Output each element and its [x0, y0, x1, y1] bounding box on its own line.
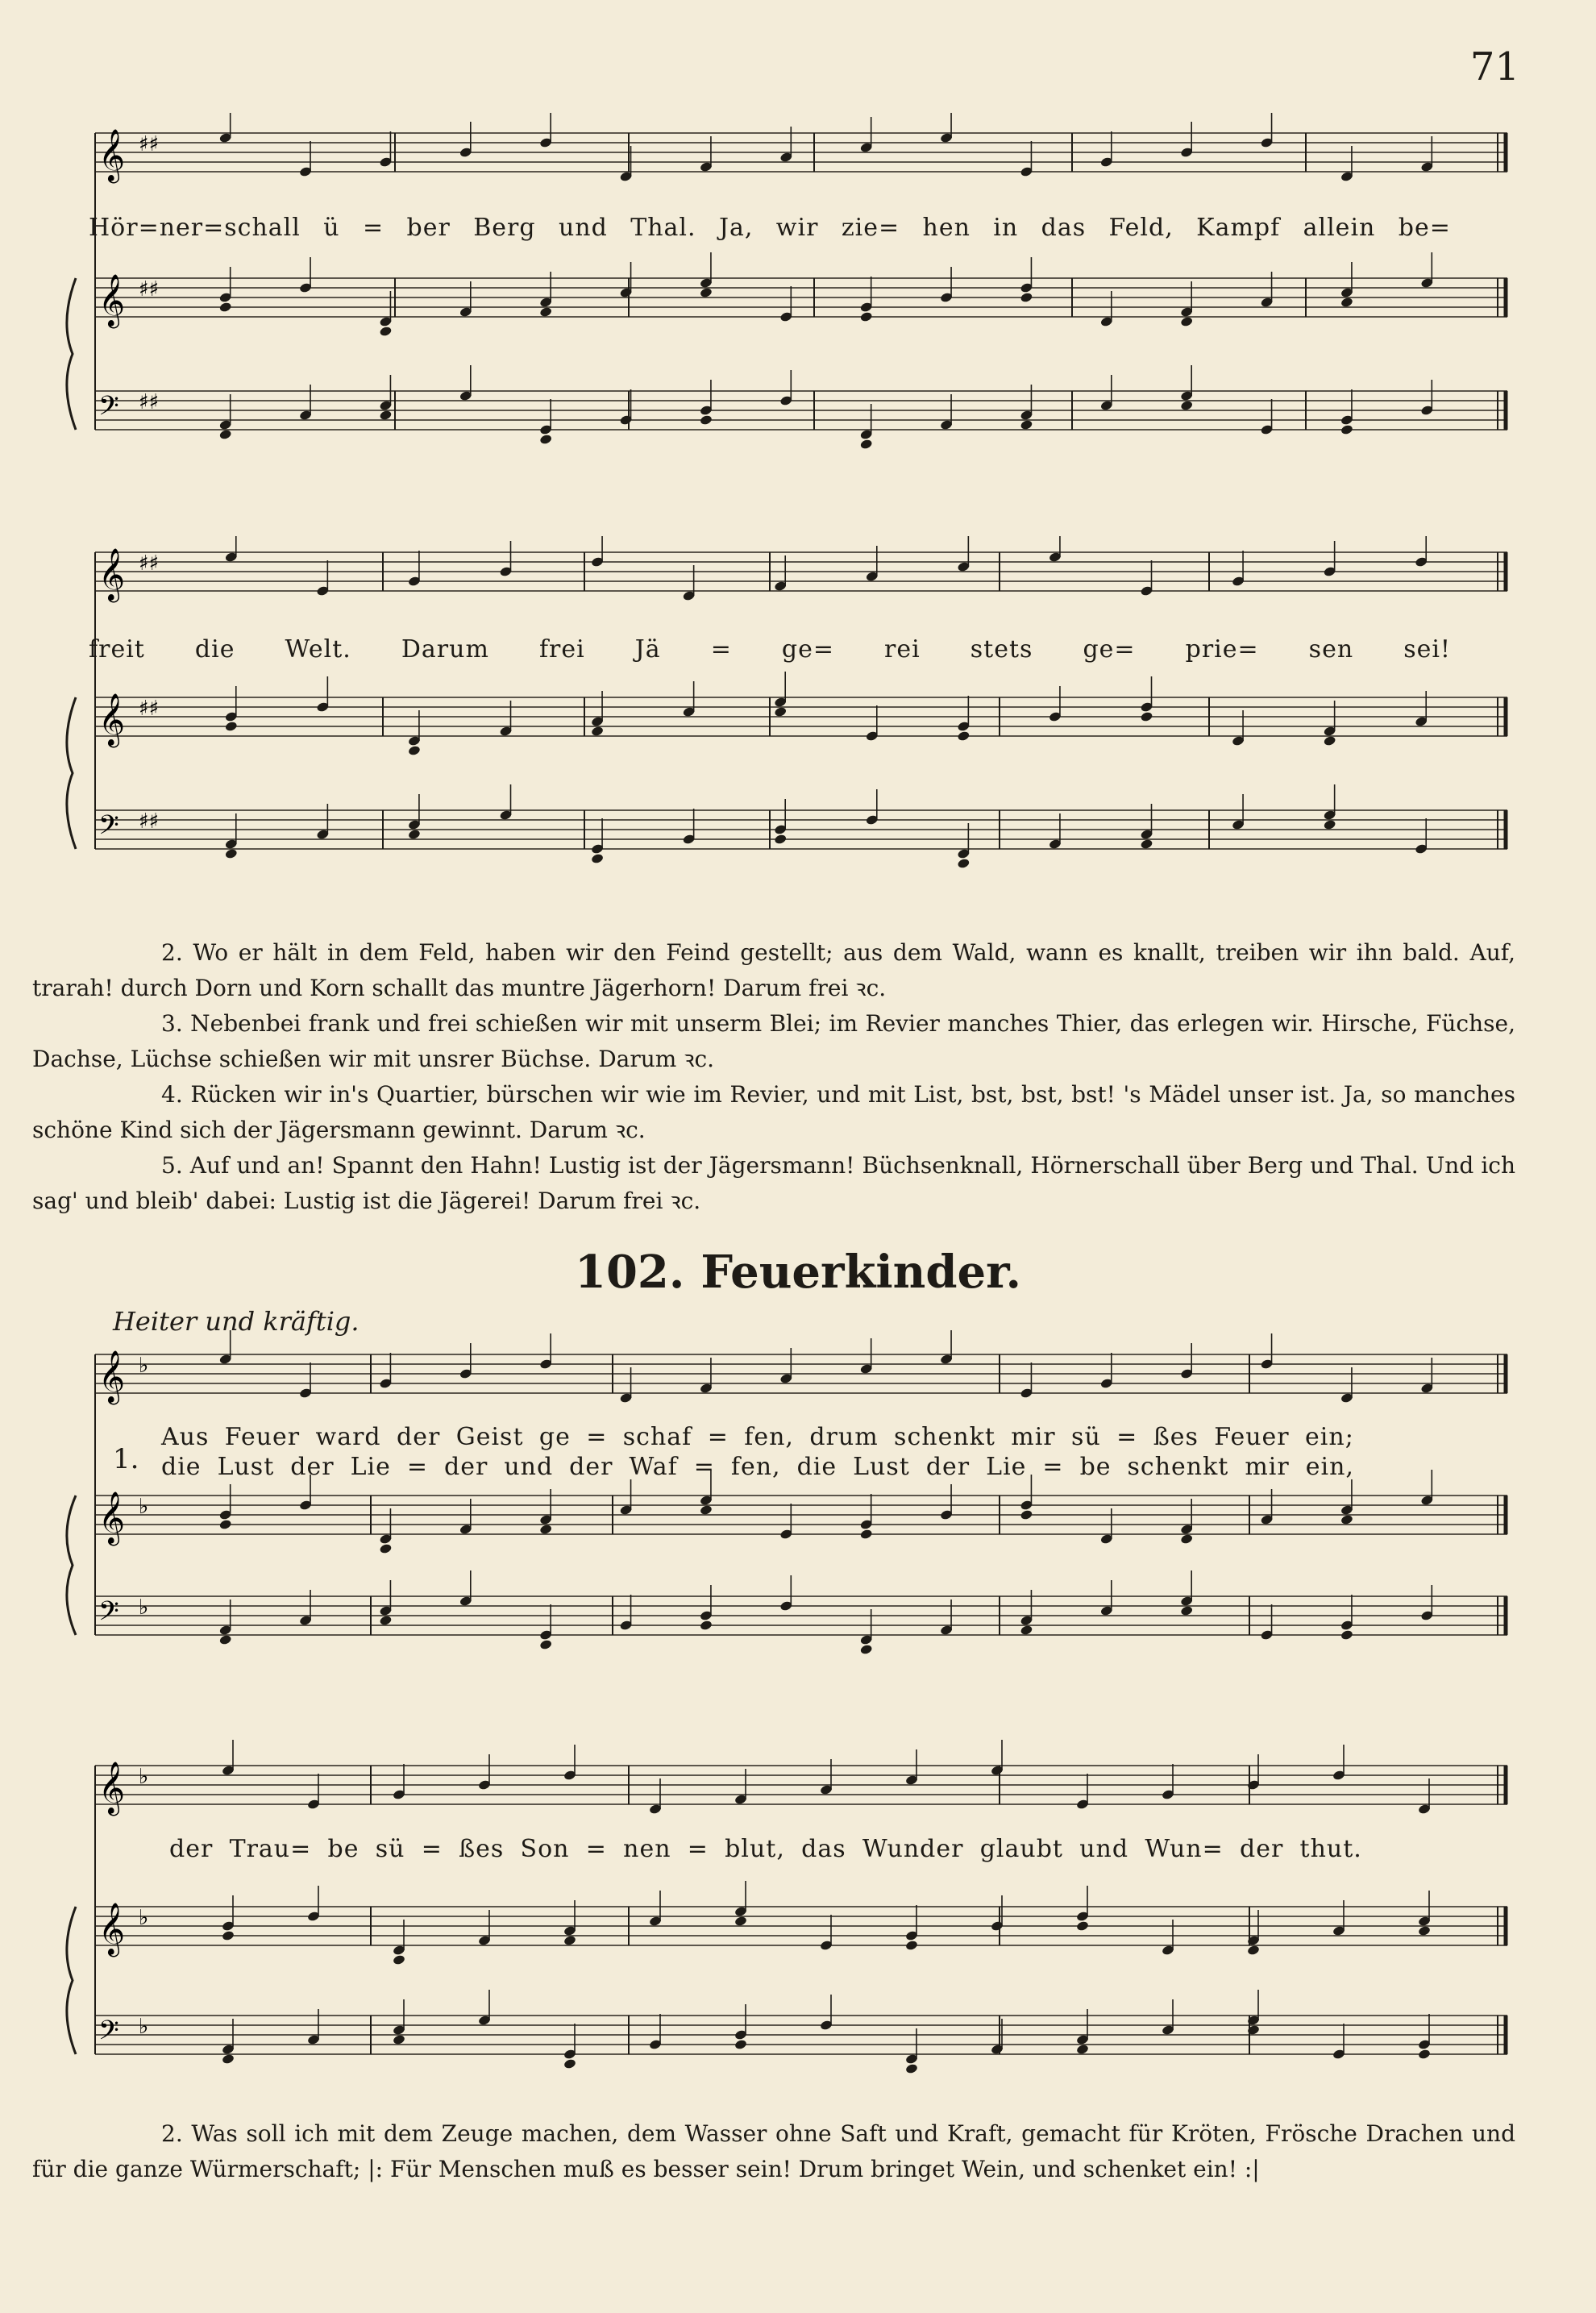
note-head: [1323, 735, 1336, 747]
music-system-4: [64, 1733, 1515, 2104]
key-signature-icon: ♯♯: [139, 697, 160, 721]
note-head: [539, 1524, 553, 1535]
lyric-syllable: =: [586, 1423, 608, 1451]
lyric-syllable: sei!: [1403, 635, 1451, 664]
lyric-syllable: ward: [315, 1423, 381, 1451]
key-signature-icon: ♯♯: [139, 390, 160, 414]
note-head: [393, 1954, 406, 1966]
lyric-syllable: mir: [1245, 1453, 1290, 1481]
key-signature-icon: ♯♯: [139, 277, 160, 302]
lyric-syllable: rei: [884, 635, 921, 664]
lyric-syllable: be: [327, 1835, 360, 1863]
lyric-syllable: =: [421, 1835, 443, 1863]
treble-clef-icon: 𝄞: [98, 274, 126, 327]
note-head: [957, 858, 970, 869]
lyric-syllable: Feuer: [1214, 1423, 1290, 1451]
lyric-syllable: Lust: [853, 1453, 910, 1481]
lyric-syllable: in: [993, 214, 1019, 242]
lyric-syllable: Wun=: [1145, 1835, 1224, 1863]
verse-text: 4. Rücken wir in's Quartier, bürschen wir wie im Revier, und mit List, bst, bst, bst! 's Mädel unser ist. Ja, so manches schöne Kind sich der Jägersmann gewinnt. Darum ꝛc.: [32, 1081, 1515, 1143]
note-head: [218, 429, 232, 440]
lyric-syllable: Hör=ner=schall: [89, 214, 301, 242]
lyric-syllable: Feuer: [224, 1423, 301, 1451]
note-head: [222, 1930, 235, 1941]
treble-clef-icon: 𝄞: [98, 129, 126, 181]
verses-song-101: [32, 935, 1515, 1219]
lyric-syllable: Lust: [217, 1453, 275, 1481]
lyric-syllable: thut.: [1299, 1835, 1362, 1863]
lyric-syllable: Son: [520, 1835, 570, 1863]
music-system-3: [64, 1330, 1515, 1669]
lyric-syllable: ber: [406, 214, 451, 242]
lyric-syllable: Waf: [629, 1453, 678, 1481]
lyric-syllable: Aus: [161, 1423, 210, 1451]
lyric-syllable: der: [397, 1423, 441, 1451]
note-head: [1180, 1533, 1194, 1545]
note-head: [1418, 1925, 1432, 1937]
staff-svg: [64, 113, 1515, 500]
note-head: [700, 414, 713, 426]
note-head: [1340, 424, 1354, 435]
lyric-syllable: Geist: [455, 1423, 524, 1451]
note-head: [1340, 1629, 1354, 1641]
verse-text: 5. Auf und an! Spannt den Hahn! Lustig ist der Jägersmann! Büchsenknall, Hörnerschall über Berg und Thal. Und ich sag' und bleib' dabei: Lustig ist die Jägerei! Darum frei ꝛc.: [32, 1152, 1515, 1214]
note-head: [1180, 316, 1194, 327]
verse-2-song-102: [32, 2116, 1515, 2187]
lyric-syllable: Feld,: [1108, 214, 1174, 242]
song-title: Feuerkinder.: [700, 1246, 1021, 1299]
note-head: [379, 1615, 393, 1626]
lyric-syllable: schenkt: [1127, 1453, 1229, 1481]
music-system-1: [64, 113, 1515, 500]
note-head: [859, 1529, 873, 1540]
bass-clef-icon: 𝄢: [98, 810, 119, 847]
lyric-syllable: schenkt: [894, 1423, 995, 1451]
staff: [95, 1990, 1507, 2074]
page-number: 71: [1469, 44, 1519, 89]
lyric-syllable: prie=: [1185, 635, 1259, 664]
note-head: [1020, 1509, 1033, 1521]
lyric-syllable: Berg: [473, 214, 536, 242]
staff-svg: [64, 1330, 1515, 1669]
staff: [95, 1740, 1507, 1816]
staff-svg: [64, 1733, 1515, 2104]
treble-clef-icon: 𝄞: [98, 1491, 126, 1544]
note-head: [218, 1519, 232, 1530]
treble-clef-icon: 𝄞: [98, 1903, 126, 1955]
note-head: [905, 2063, 919, 2074]
verse-text: 2. Wo er hält in dem Feld, haben wir den Feind gestellt; aus dem Wald, wann es knallt, treiben wir ihn bald. Auf, trarah! durch Dorn und Korn schallt das muntre Jägerhorn! Darum frei ꝛc.: [32, 939, 1515, 1001]
song-heading: [0, 1246, 1596, 1299]
treble-clef-icon: 𝄞: [98, 693, 126, 746]
staff-svg: [64, 536, 1515, 923]
note-head: [408, 745, 422, 756]
lyric-syllable: und: [504, 1453, 554, 1481]
lyric-syllable: Darum: [401, 635, 489, 664]
treble-clef-icon: 𝄞: [98, 1762, 126, 1814]
tempo-marking: Heiter und kräftig.: [113, 1306, 360, 1337]
note-head: [1323, 819, 1336, 830]
note-head: [1020, 1625, 1033, 1636]
note-head: [1418, 2049, 1432, 2060]
lyric-syllable: =: [1116, 1423, 1138, 1451]
lyric-syllable: ü: [323, 214, 340, 242]
note-head: [734, 2039, 748, 2050]
lyrics-system-2: [89, 635, 1451, 664]
note-head: [734, 1916, 748, 1927]
note-head: [700, 1620, 713, 1631]
lyric-syllable: das: [1041, 214, 1087, 242]
note-head: [563, 1935, 577, 1946]
lyric-syllable: ßes: [1153, 1423, 1199, 1451]
key-signature-icon: ♭: [139, 1906, 149, 1930]
note-head: [1020, 419, 1033, 431]
note-head: [224, 848, 238, 859]
note-head: [700, 1504, 713, 1516]
staff: [95, 784, 1507, 869]
lyric-syllable: sü: [375, 1835, 405, 1863]
note-head: [1180, 1605, 1194, 1616]
lyric-syllable: die: [194, 635, 235, 664]
lyric-syllable: =: [693, 1453, 715, 1481]
lyric-syllable: Kampf: [1196, 214, 1281, 242]
lyric-syllable: stets: [970, 635, 1033, 664]
lyric-syllable: der: [1239, 1835, 1284, 1863]
lyric-syllable: be=: [1398, 214, 1451, 242]
note-head: [905, 1940, 919, 1951]
key-signature-icon: ♯♯: [139, 551, 160, 576]
lyric-syllable: ge=: [1083, 635, 1136, 664]
bass-clef-icon: 𝄢: [98, 2016, 119, 2053]
lyric-syllable: ge=: [781, 635, 835, 664]
staff: [95, 1470, 1507, 1554]
staff: [95, 365, 1507, 450]
staff: [95, 672, 1507, 756]
lyric-syllable: der: [925, 1453, 970, 1481]
note-head: [774, 706, 788, 718]
brace: [67, 697, 76, 849]
staff: [95, 536, 1507, 602]
lyric-syllable: wir: [775, 214, 819, 242]
lyric-syllable: =: [707, 1423, 729, 1451]
note-head: [1340, 1514, 1354, 1525]
lyric-syllable: und: [1079, 1835, 1129, 1863]
note-head: [393, 2034, 406, 2045]
lyric-syllable: Ja,: [718, 214, 754, 242]
lyric-syllable: der: [569, 1453, 613, 1481]
lyric-syllable: frei: [538, 635, 585, 664]
note-head: [539, 306, 553, 318]
lyric-syllable: be: [1079, 1453, 1112, 1481]
key-signature-icon: ♯♯: [139, 132, 160, 156]
note-head: [218, 302, 232, 313]
lyric-syllable: sen: [1308, 635, 1354, 664]
lyric-syllable: die: [161, 1453, 202, 1481]
note-head: [408, 829, 422, 840]
bass-clef-icon: 𝄢: [98, 1596, 119, 1633]
lyric-syllable: Lie: [986, 1453, 1027, 1481]
lyrics-system-1: [89, 214, 1451, 242]
note-head: [700, 287, 713, 298]
lyric-syllable: der: [290, 1453, 335, 1481]
note-head: [1076, 1920, 1090, 1932]
verse-number: 1.: [113, 1443, 139, 1475]
lyric-syllable: fen,: [744, 1423, 794, 1451]
note-head: [539, 434, 553, 445]
note-head: [224, 721, 238, 732]
note-head: [1340, 297, 1354, 308]
lyric-syllable: und: [558, 214, 608, 242]
lyric-syllable: schaf: [622, 1423, 692, 1451]
key-signature-icon: ♭: [139, 1354, 149, 1378]
lyric-syllable: Jä: [634, 635, 661, 664]
lyric-syllable: =: [710, 635, 732, 664]
staff: [95, 1881, 1507, 1966]
note-head: [379, 1543, 393, 1554]
staff: [95, 1330, 1507, 1404]
key-signature-icon: ♯♯: [139, 809, 160, 834]
brace: [67, 278, 76, 430]
lyric-syllable: Trau=: [229, 1835, 312, 1863]
lyric-syllable: Lie: [350, 1453, 391, 1481]
lyrics-system-4: [169, 1835, 1362, 1863]
lyric-syllable: nen: [623, 1835, 671, 1863]
lyric-syllable: =: [406, 1453, 428, 1481]
lyric-syllable: Thal.: [630, 214, 696, 242]
lyric-syllable: =: [687, 1835, 709, 1863]
lyric-syllable: freit: [89, 635, 145, 664]
lyric-syllable: der: [169, 1835, 214, 1863]
note-head: [379, 326, 393, 337]
note-head: [539, 1639, 553, 1650]
treble-clef-icon: 𝄞: [98, 1350, 126, 1403]
brace: [67, 1907, 76, 2054]
staff: [95, 113, 1507, 183]
lyric-syllable: Wunder: [862, 1835, 964, 1863]
note-head: [774, 834, 788, 845]
song-number: 102.: [575, 1246, 685, 1299]
music-system-2: [64, 536, 1515, 923]
staff: [95, 252, 1507, 337]
lyric-syllable: =: [1042, 1453, 1064, 1481]
note-head: [379, 410, 393, 421]
lyrics-line-2: [161, 1453, 1354, 1481]
lyric-syllable: Welt.: [285, 635, 351, 664]
lyric-syllable: der: [444, 1453, 488, 1481]
key-signature-icon: ♭: [139, 2015, 149, 2039]
note-head: [591, 726, 605, 737]
key-signature-icon: ♭: [139, 1495, 149, 1519]
note-head: [591, 853, 605, 864]
lyric-syllable: ein,: [1305, 1453, 1354, 1481]
brace: [67, 1496, 76, 1635]
key-signature-icon: ♭: [139, 1595, 149, 1620]
lyric-syllable: =: [585, 1835, 607, 1863]
note-head: [859, 1644, 873, 1655]
note-head: [957, 730, 970, 742]
lyric-syllable: blut,: [725, 1835, 785, 1863]
lyric-syllable: =: [362, 214, 384, 242]
lyric-syllable: sü: [1071, 1423, 1101, 1451]
note-head: [222, 2053, 235, 2065]
note-head: [1247, 1945, 1261, 1956]
lyric-syllable: das: [801, 1835, 846, 1863]
key-signature-icon: ♭: [139, 1765, 149, 1789]
staff: [95, 1570, 1507, 1655]
note-head: [859, 311, 873, 322]
lyric-syllable: drum: [809, 1423, 879, 1451]
verse-text: 3. Nebenbei frank und frei schießen wir mit unserm Blei; im Revier manches Thier, das erlegen wir. Hirsche, Füchse, Dachse, Lüchse schießen wir mit unsrer Büchse. Darum ꝛc.: [32, 1010, 1515, 1072]
note-head: [1140, 838, 1153, 850]
verse-text: 2. Was soll ich mit dem Zeuge machen, dem Wasser ohne Saft und Kraft, gemacht für Kröten, Frösche Drachen und für die ganze Würmerschaft; |: Für Menschen muß es besser sein! Drum bringet Wein, und schenket ein! :|: [32, 2120, 1515, 2182]
lyric-syllable: mir: [1011, 1423, 1056, 1451]
note-head: [1020, 292, 1033, 303]
lyric-syllable: allein: [1303, 214, 1376, 242]
lyric-syllable: glaubt: [979, 1835, 1063, 1863]
lyric-syllable: die: [796, 1453, 837, 1481]
note-head: [859, 439, 873, 450]
lyric-syllable: zie=: [841, 214, 900, 242]
lyric-syllable: fen,: [730, 1453, 781, 1481]
note-head: [1140, 711, 1153, 722]
lyric-syllable: ßes: [459, 1835, 505, 1863]
lyrics-line-1: [161, 1423, 1354, 1451]
note-head: [1076, 2044, 1090, 2055]
note-head: [1180, 400, 1194, 411]
note-head: [563, 2058, 577, 2070]
lyric-syllable: ein;: [1305, 1423, 1354, 1451]
treble-clef-icon: 𝄞: [98, 548, 126, 601]
bass-clef-icon: 𝄢: [98, 391, 119, 428]
note-head: [218, 1634, 232, 1645]
lyric-syllable: hen: [922, 214, 970, 242]
lyric-syllable: ge: [538, 1423, 571, 1451]
